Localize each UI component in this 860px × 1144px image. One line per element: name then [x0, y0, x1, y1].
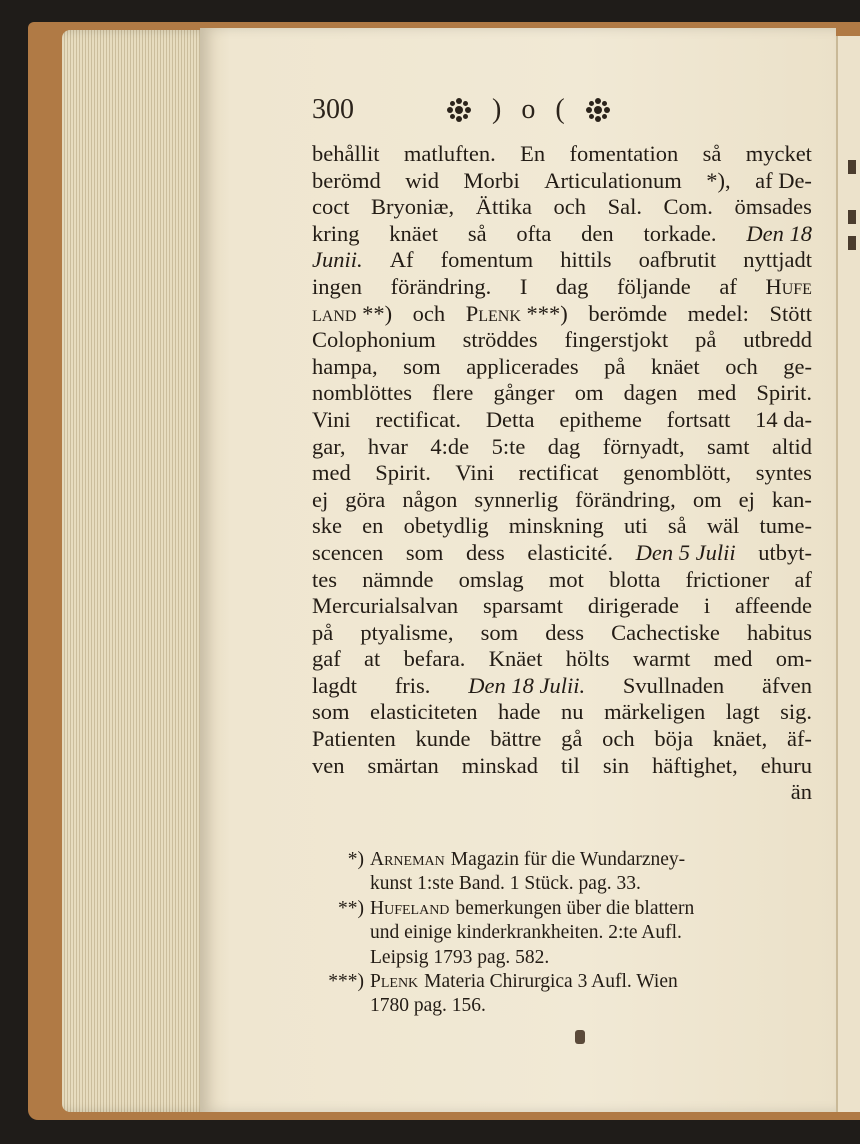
word: genomblött, — [623, 460, 732, 486]
word: ehuru — [760, 752, 812, 778]
word: minskad — [461, 752, 539, 778]
next-page-glyph — [848, 236, 856, 250]
footnote-text: Magazin für die Wundarzney- — [450, 849, 686, 870]
footnote: **) Hufeland bemerkungen über die blattern — [338, 897, 695, 919]
word: ofta — [516, 220, 552, 246]
word: Ättika — [475, 194, 532, 220]
word: Vini — [455, 460, 495, 486]
word: Spirit. — [756, 380, 812, 406]
word: coct — [312, 194, 350, 220]
word: wid — [405, 167, 439, 193]
word: til — [561, 752, 580, 778]
footnotes — [328, 848, 812, 1019]
text-line — [312, 194, 812, 221]
footnote-author: Plenk — [370, 971, 419, 993]
word: uti — [623, 513, 648, 539]
word: nomblöttes — [312, 380, 412, 406]
word: fomentum — [440, 247, 534, 273]
word: Sal. — [607, 194, 642, 220]
text-line — [312, 247, 812, 274]
word: blotta — [609, 566, 661, 592]
footnote-text: kunst 1:ste Band. 1 Stück. pag. 33. — [370, 873, 641, 895]
text-line — [312, 327, 812, 354]
word: habitus — [746, 619, 812, 645]
word: sig. — [780, 699, 812, 725]
page-edges — [62, 30, 212, 1112]
rosette-ornament-icon — [446, 97, 472, 123]
word: och — [602, 726, 635, 752]
word: scencen — [312, 539, 384, 565]
word: utbyt- — [758, 539, 812, 565]
ornament-circle: o — [521, 94, 536, 125]
footnote-text: Leipsig 1793 pag. 582. — [370, 946, 550, 968]
word: dirigerade — [587, 593, 680, 619]
next-page-glyph — [848, 160, 856, 174]
word: ingen — [312, 273, 362, 299]
word: knäet — [389, 220, 439, 246]
text-line — [312, 620, 812, 647]
word: smärtan — [367, 752, 439, 778]
word: med — [713, 646, 753, 672]
word: kring — [312, 220, 360, 246]
word: gaf — [312, 646, 341, 672]
word: Af — [389, 247, 414, 273]
word: Colophonium — [312, 327, 436, 353]
word: ptyalisme, — [360, 619, 454, 645]
word: ej — [738, 486, 755, 512]
word: Detta — [485, 406, 535, 432]
text-line — [312, 699, 812, 726]
word: medel: — [687, 300, 749, 326]
word: som — [405, 539, 444, 565]
word: lagt — [725, 699, 760, 725]
word: hvar — [367, 433, 408, 459]
word: altid — [771, 433, 812, 459]
word: omslag — [458, 566, 524, 592]
word: dag — [555, 273, 589, 299]
word: dess — [466, 539, 505, 565]
word: nyttjadt — [743, 247, 812, 273]
word: synnerlig — [474, 486, 559, 512]
word: på — [604, 353, 626, 379]
footnote-author: Hufeland — [370, 897, 450, 919]
word: minskning — [508, 513, 604, 539]
word: Vini — [312, 406, 351, 432]
word: äf- — [786, 726, 812, 752]
word: dagen — [623, 380, 678, 406]
text-line — [312, 779, 812, 806]
word: land **) — [312, 300, 393, 326]
word: elasticiteten — [370, 699, 478, 725]
word: dess — [545, 619, 584, 645]
word: tes — [312, 566, 337, 592]
word: med — [697, 380, 737, 406]
word: mycket — [745, 141, 812, 166]
word: at — [364, 646, 381, 672]
word: Patienten — [312, 726, 396, 752]
word: tume- — [759, 513, 812, 539]
text-line — [312, 646, 812, 673]
word: hittils — [560, 247, 612, 273]
word: befara. — [403, 646, 466, 672]
word: bättre — [490, 726, 542, 752]
word: förändring, — [575, 486, 676, 512]
word: behållit — [312, 141, 380, 166]
word: ge- — [783, 353, 812, 379]
text-line — [312, 540, 812, 567]
word: applicerades — [466, 353, 579, 379]
header-ornament — [446, 94, 611, 126]
word: den — [581, 220, 614, 246]
word: kan- — [771, 486, 812, 512]
word: nämnde — [362, 566, 434, 592]
word: gånger — [493, 380, 555, 406]
word: Svullnaden — [622, 672, 725, 698]
text-line — [312, 301, 812, 328]
word: af — [719, 273, 737, 299]
word: flere — [432, 380, 474, 406]
word: Knäet — [488, 646, 543, 672]
word: obetydlig — [403, 513, 489, 539]
word: som — [403, 353, 441, 379]
word: i — [703, 593, 711, 619]
footnote-text: Materia Chirurgica 3 Aufl. Wien — [424, 971, 678, 993]
word: med — [312, 460, 351, 486]
word: än — [790, 779, 812, 805]
word: på — [695, 327, 717, 353]
text-line — [312, 513, 812, 540]
text-line — [312, 407, 812, 434]
text-line — [312, 487, 812, 514]
word: Den 18 Julii. — [468, 672, 586, 698]
word: så — [467, 220, 487, 246]
word: berömde — [588, 300, 668, 326]
word: Cachectiske — [611, 619, 720, 645]
word: hampa, — [312, 353, 378, 379]
word: berömd — [312, 167, 381, 193]
word: ske — [312, 513, 342, 539]
word: fortsatt — [666, 406, 731, 432]
next-page-edge — [836, 36, 860, 1112]
footnote-text: bemerkungen über die blattern — [455, 897, 695, 919]
word: En — [520, 141, 546, 166]
word: någon — [402, 486, 458, 512]
footnote-text: und einige kinderkrankheiten. 2:te Aufl. — [370, 922, 682, 944]
word: torkade. — [643, 220, 717, 246]
word: 14 da- — [755, 406, 812, 432]
word: och — [725, 353, 758, 379]
word: matluften. — [403, 141, 496, 166]
word: och — [553, 194, 587, 220]
text-line — [312, 434, 812, 461]
word: wäl — [706, 513, 740, 539]
word: syntes — [755, 460, 812, 486]
word: på — [312, 619, 334, 645]
word: ströddes — [462, 327, 538, 353]
word: hade — [498, 699, 541, 725]
word: I — [519, 273, 528, 299]
word: sin — [602, 752, 630, 778]
word: ven — [312, 752, 345, 778]
word: Den 18 — [746, 220, 812, 246]
word: utbredd — [743, 327, 812, 353]
word: af De- — [755, 167, 812, 193]
word: Stött — [769, 300, 812, 326]
word: Plenk ***) — [465, 300, 568, 326]
word: Articulationum — [544, 167, 682, 193]
word: rectificat. — [375, 406, 462, 432]
running-header — [312, 92, 692, 128]
word: samt — [707, 433, 750, 459]
ink-spot — [575, 1030, 585, 1044]
word: en — [362, 513, 384, 539]
word: fris. — [394, 672, 431, 698]
word: gar, — [312, 433, 346, 459]
text-line — [312, 567, 812, 594]
ornament-paren-left: ) — [492, 94, 502, 125]
word: mot — [548, 566, 584, 592]
next-page-glyph — [848, 210, 856, 224]
ornament-paren-right: ( — [555, 94, 565, 125]
word: följande — [617, 273, 691, 299]
word: oafbrutit — [638, 247, 717, 273]
word: dag — [547, 433, 581, 459]
word: fingerstjokt — [564, 327, 669, 353]
word: och — [412, 300, 446, 326]
word: Hufe — [765, 273, 812, 299]
text-line — [312, 673, 812, 700]
word: 5:te — [491, 433, 526, 459]
word: hölts — [565, 646, 610, 672]
footnote: ***) Plenk Materia Chirurgica 3 Aufl. Wien — [328, 971, 678, 993]
word: Mercurialsalvan — [312, 593, 459, 619]
word: Morbi — [463, 167, 520, 193]
text-line — [312, 726, 812, 753]
word: förändring. — [390, 273, 492, 299]
word: Bryoniæ, — [371, 194, 455, 220]
word: warmt — [632, 646, 691, 672]
word: rectificat — [518, 460, 599, 486]
word: knäet, — [712, 726, 768, 752]
word: 4:de — [430, 433, 470, 459]
word: epitheme — [559, 406, 642, 432]
word: nu — [561, 699, 584, 725]
word: frictioner — [685, 566, 770, 592]
word: om — [574, 380, 604, 406]
text-line — [312, 460, 812, 487]
word: ej — [312, 486, 329, 512]
word: Den 5 Julii — [635, 539, 736, 565]
word: af — [794, 566, 812, 592]
word: Com. — [663, 194, 713, 220]
word: förnyadt, — [602, 433, 685, 459]
word: så — [702, 141, 722, 166]
word: som — [312, 699, 350, 725]
body-text — [312, 141, 812, 806]
footnote: *) Arneman Magazin für die Wundarzney- — [347, 849, 686, 870]
text-line — [312, 380, 812, 407]
word: märkeligen — [604, 699, 706, 725]
text-line — [312, 593, 812, 620]
word: Junii. — [312, 247, 363, 273]
word: sparsamt — [483, 593, 563, 619]
word: om — [692, 486, 722, 512]
word: knäet — [650, 353, 700, 379]
word: fomentation — [569, 141, 679, 166]
page-number: 300 — [312, 94, 354, 125]
word: häftighet, — [652, 752, 738, 778]
word: böja — [654, 726, 694, 752]
word: som — [480, 619, 519, 645]
text-line — [312, 221, 812, 248]
word: lagdt — [312, 672, 357, 698]
word: gå — [561, 726, 583, 752]
text-line — [312, 168, 812, 195]
rosette-ornament-icon — [585, 97, 611, 123]
word: *), — [706, 167, 731, 193]
text-line — [312, 141, 812, 168]
text-line — [312, 753, 812, 780]
word: ömsades — [734, 194, 812, 220]
word: om- — [775, 646, 812, 672]
word: Spirit. — [375, 460, 431, 486]
word: äfven — [761, 672, 812, 698]
word: affeende — [734, 593, 812, 619]
word: så — [667, 513, 687, 539]
footnote-author: Arneman — [370, 849, 445, 870]
footnote-text: 1780 pag. 156. — [370, 995, 486, 1017]
text-line — [312, 354, 812, 381]
word: elasticité. — [527, 539, 613, 565]
text-line — [312, 274, 812, 301]
word: kunde — [415, 726, 471, 752]
word: göra — [345, 486, 386, 512]
